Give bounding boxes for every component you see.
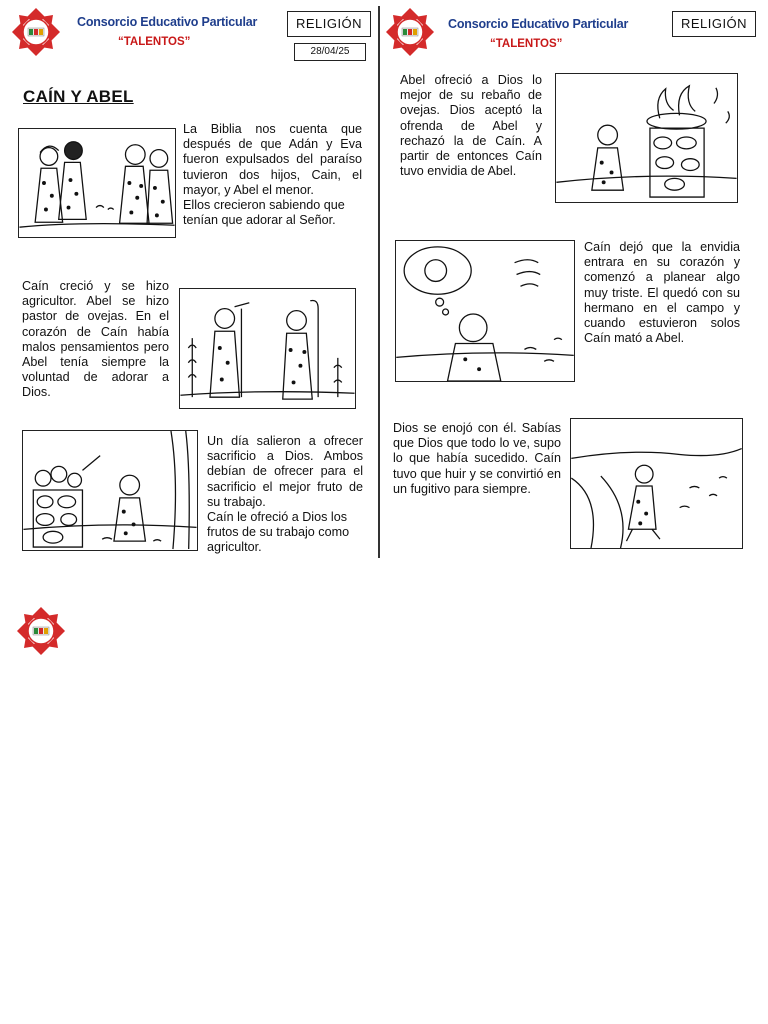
paragraph-3-text: Un día salieron a ofrecer sacrificio a Dios. Ambos debían de ofrecer para el sacrificio el mejor fruto de su trabajo.	[207, 434, 363, 509]
paragraph-5-text: Caín dejó que la envidia entrara en su corazón y comenzó a planear algo muy triste. El quedó con su hermano en el campo y cuando estuvieron solos Caín mató a Abel.	[584, 240, 740, 346]
paragraph-1-text: La Biblia nos cuenta que después de que Adán y Eva fueron expulsados del paraíso tuvieron dos hijos, Cain, el mayor, y Abel el menor.	[183, 122, 362, 197]
subject-box: RELIGIÓN	[672, 11, 756, 37]
paragraph-3	[207, 434, 363, 556]
paragraph-2	[22, 279, 169, 401]
page-title: CAÍN Y ABEL	[23, 87, 134, 106]
illustration-cain-offering	[22, 430, 198, 551]
illustration-cain-envy	[395, 240, 575, 382]
illustration-abel-offering	[555, 73, 738, 203]
paragraph-6-text: Dios se enojó con él. Sabías que Dios que todo lo ve, supo lo que había sucedido. Caín tuvo que huir y se convirtió en un fugitivo para siempre.	[393, 421, 561, 496]
subject-box: RELIGIÓN	[287, 11, 371, 37]
school-motto: “TALENTOS”	[118, 36, 191, 48]
school-name: Consorcio Educativo Particular	[448, 17, 629, 31]
illustration-farmer-shepherd	[179, 288, 356, 409]
column-divider	[378, 6, 380, 558]
school-motto: “TALENTOS”	[490, 38, 563, 50]
paragraph-1b-text: Ellos crecieron sabiendo que tenían que adorar al Señor.	[183, 198, 345, 228]
school-logo-icon	[11, 7, 61, 57]
illustration-family	[18, 128, 176, 238]
paragraph-3b-text: Caín le ofreció a Dios los frutos de su trabajo como agricultor.	[207, 510, 350, 555]
illustration-cain-fugitive	[570, 418, 743, 549]
date-box: 28/04/25	[294, 43, 366, 61]
paragraph-4	[400, 73, 542, 179]
school-logo-icon	[385, 7, 435, 57]
paragraph-4-text: Abel ofreció a Dios lo mejor de su rebaño de ovejas. Dios aceptó la ofrenda de Abel y rechazó la de Caín. A partir de entonces Caín tuvo envidia de Abel.	[400, 73, 542, 179]
paragraph-6	[393, 421, 561, 497]
paragraph-2-text: Caín creció y se hizo agricultor. Abel se hizo pastor de ovejas. En el corazón de Caín había malos pensamientos pero Abel tenía siempre la voluntad de adorar a Dios.	[22, 279, 169, 400]
school-name: Consorcio Educativo Particular	[77, 15, 258, 29]
school-logo-icon	[16, 606, 66, 656]
paragraph-1	[183, 122, 362, 228]
paragraph-5	[584, 240, 740, 346]
